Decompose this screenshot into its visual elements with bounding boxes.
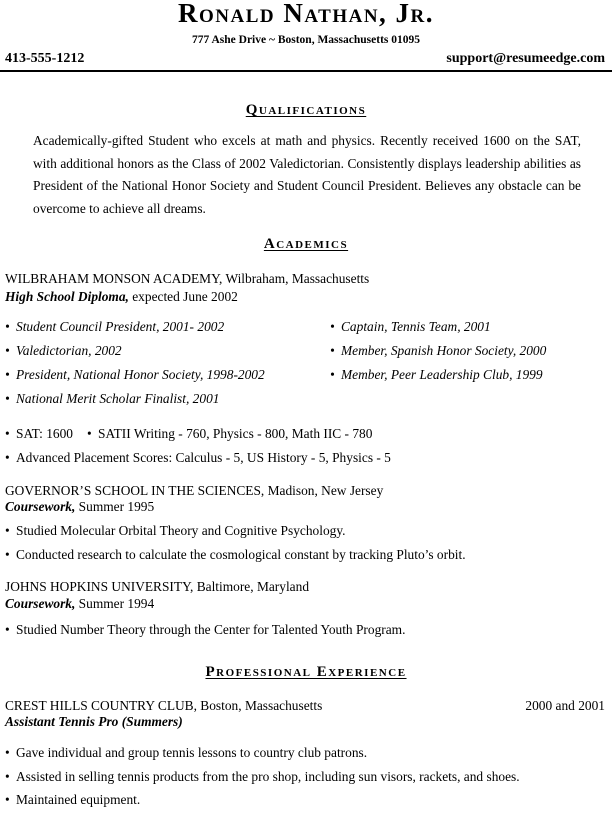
ap-scores: • Advanced Placement Scores: Calculus - 5, US History - 5, Physics - 5 (5, 450, 391, 466)
phone: 413-555-1212 (5, 51, 85, 66)
list-item: • Captain, Tennis Team, 2001 (330, 319, 491, 335)
academics-heading: Academics (263, 236, 349, 252)
list-item: • Conducted research to calculate the cosmological constant by tracking Pluto’s orbit. (5, 547, 466, 563)
list-item: • Gave individual and group tennis lessons to country club patrons. (5, 745, 367, 761)
list-item: • Member, Spanish Honor Society, 2000 (330, 343, 546, 359)
header-rule (0, 70, 612, 72)
resume-name: Ronald Nathan, Jr. (177, 0, 435, 28)
address: 777 Ashe Drive ~ Boston, Massachusetts 01095 (192, 34, 420, 46)
school-name: JOHNS HOPKINS UNIVERSITY, Baltimore, Maryland (5, 579, 310, 594)
list-item: • Member, Peer Leadership Club, 1999 (330, 367, 543, 383)
experience-heading: Professional Experience (205, 664, 407, 680)
list-item: • President, National Honor Society, 1998-2002 (5, 367, 265, 383)
job-title: Assistant Tennis Pro (Summers) (5, 714, 183, 729)
satii-scores: • SATII Writing - 760, Physics - 800, Math IIC - 780 (87, 426, 372, 441)
list-item: • National Merit Scholar Finalist, 2001 (5, 391, 219, 407)
employer: CREST HILLS COUNTRY CLUB, Boston, Massachusetts (5, 698, 323, 713)
job-dates: 2000 and 2001 (525, 698, 605, 713)
school-name: WILBRAHAM MONSON ACADEMY, Wilbraham, Massachusetts (5, 271, 370, 286)
qualifications-heading: Qualifications (245, 102, 367, 118)
school-name: GOVERNOR’S SCHOOL IN THE SCIENCES, Madison, New Jersey (5, 483, 384, 498)
degree-date: expected June 2002 (128, 289, 238, 304)
qualifications-text: Academically-gifted Student who excels at math and physics. Recently received 1600 on the SAT, with additional honors as the Class of 2002 Valedictorian. Consistently displays leadership abilities as President of the National Honor Society and Student Council President. Believes any obstacle can be overcome to achieve all dreams. (33, 133, 581, 216)
list-item: • Valedictorian, 2002 (5, 343, 122, 359)
school-degree-line (5, 289, 238, 305)
list-item: • Assisted in selling tennis products from the pro shop, including sun visors, rackets, and shoes. (5, 769, 520, 785)
coursework-line: Coursework, Summer 1995 (5, 499, 155, 514)
email: support@resumeedge.com (446, 51, 605, 66)
list-item: • Maintained equipment. (5, 792, 140, 808)
sat-score: • SAT: 1600 (5, 426, 73, 441)
list-item: • Studied Molecular Orbital Theory and Cognitive Psychology. (5, 523, 346, 539)
degree: High School Diploma, (5, 289, 129, 304)
list-item: • Studied Number Theory through the Center for Talented Youth Program. (5, 622, 405, 638)
list-item: • Student Council President, 2001- 2002 (5, 319, 224, 335)
test-scores-line (5, 426, 372, 442)
coursework-line: Coursework, Summer 1994 (5, 596, 155, 611)
